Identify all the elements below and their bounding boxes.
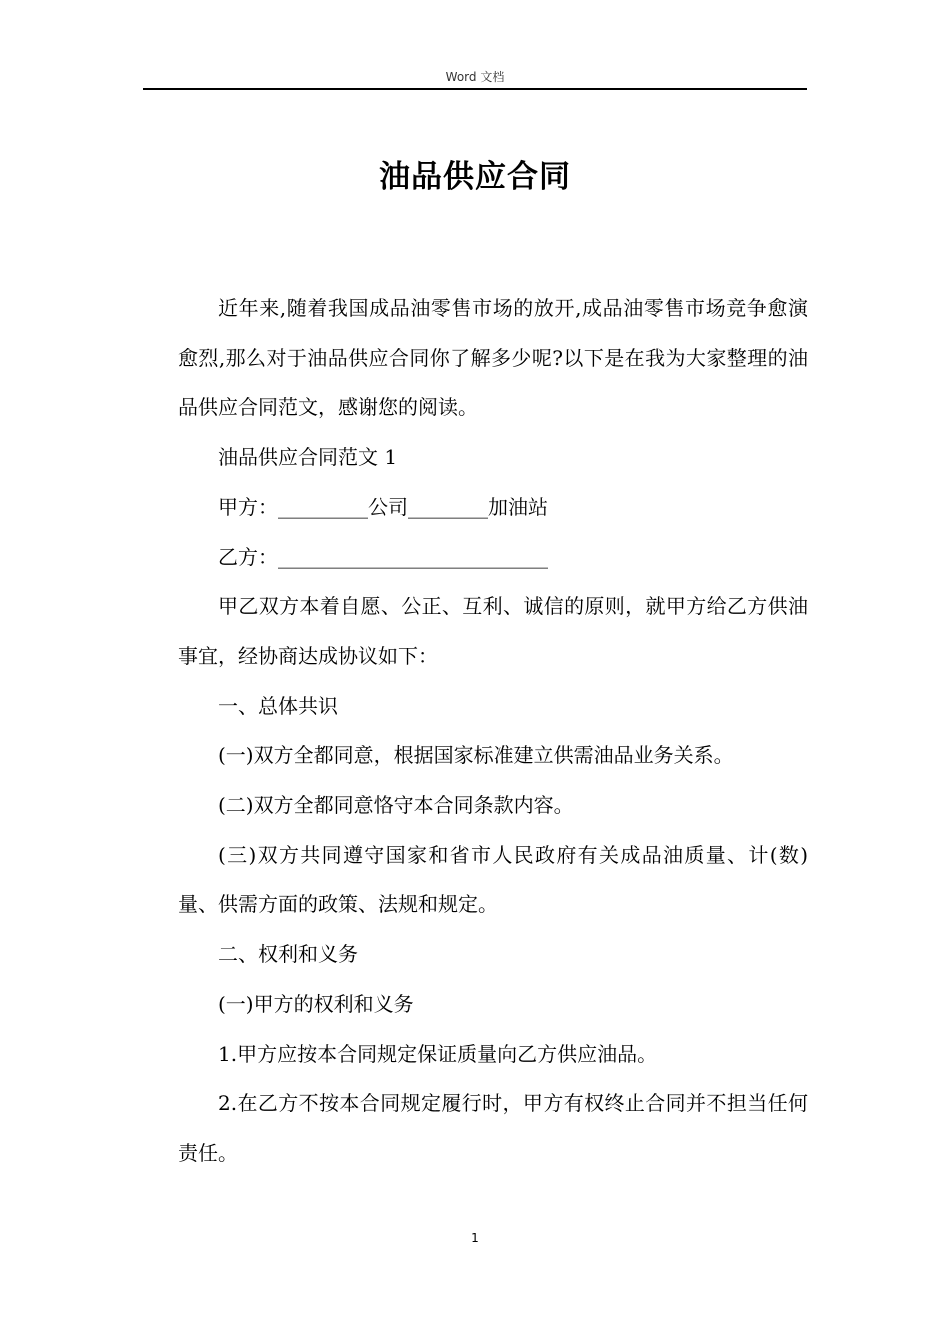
section-heading-rights: 二、权利和义务 (218, 942, 358, 967)
header-label: Word 文档 (445, 70, 505, 84)
party-a-line: 甲方：_________公司________加油站 (218, 494, 548, 519)
clause-consensus-3: (三)双方共同遵守国家和省市人民政府有关成品油质量、计(数)量、供需方面的政策、法规和规定。 (178, 842, 808, 917)
intro-paragraph: 近年来,随着我国成品油零售市场的放开,成品油零售市场竞争愈演愈烈,那么对于油品供应合同你了解多少呢?以下是在我为大家整理的油品供应合同范文，感谢您的阅读。 (178, 296, 808, 420)
clause-party-a-2: 2.在乙方不按本合同规定履行时，甲方有权终止合同并不担当任何责任。 (178, 1091, 808, 1165)
party-b-line: 乙方：___________________________ (218, 544, 548, 569)
agreement-preamble: 甲乙双方本着自愿、公正、互利、诚信的原则，就甲方给乙方供油事宜，经协商达成协议如下： (178, 594, 808, 668)
clause-consensus-2: (二)双方全都同意恪守本合同条款内容。 (218, 793, 574, 818)
page-header (143, 66, 807, 90)
document-body (178, 284, 808, 1179)
page-number: 1 (471, 1231, 479, 1245)
document-title: 油品供应合同 (379, 159, 571, 195)
section-heading-consensus: 一、总体共识 (218, 693, 338, 718)
clause-consensus-1: (一)双方全都同意，根据国家标准建立供需油品业务关系。 (218, 743, 734, 768)
subsection-heading-party-a: (一)甲方的权利和义务 (218, 991, 414, 1016)
sample-heading: 油品供应合同范文 1 (218, 445, 398, 470)
clause-party-a-1: 1.甲方应按本合同规定保证质量向乙方供应油品。 (218, 1041, 658, 1066)
